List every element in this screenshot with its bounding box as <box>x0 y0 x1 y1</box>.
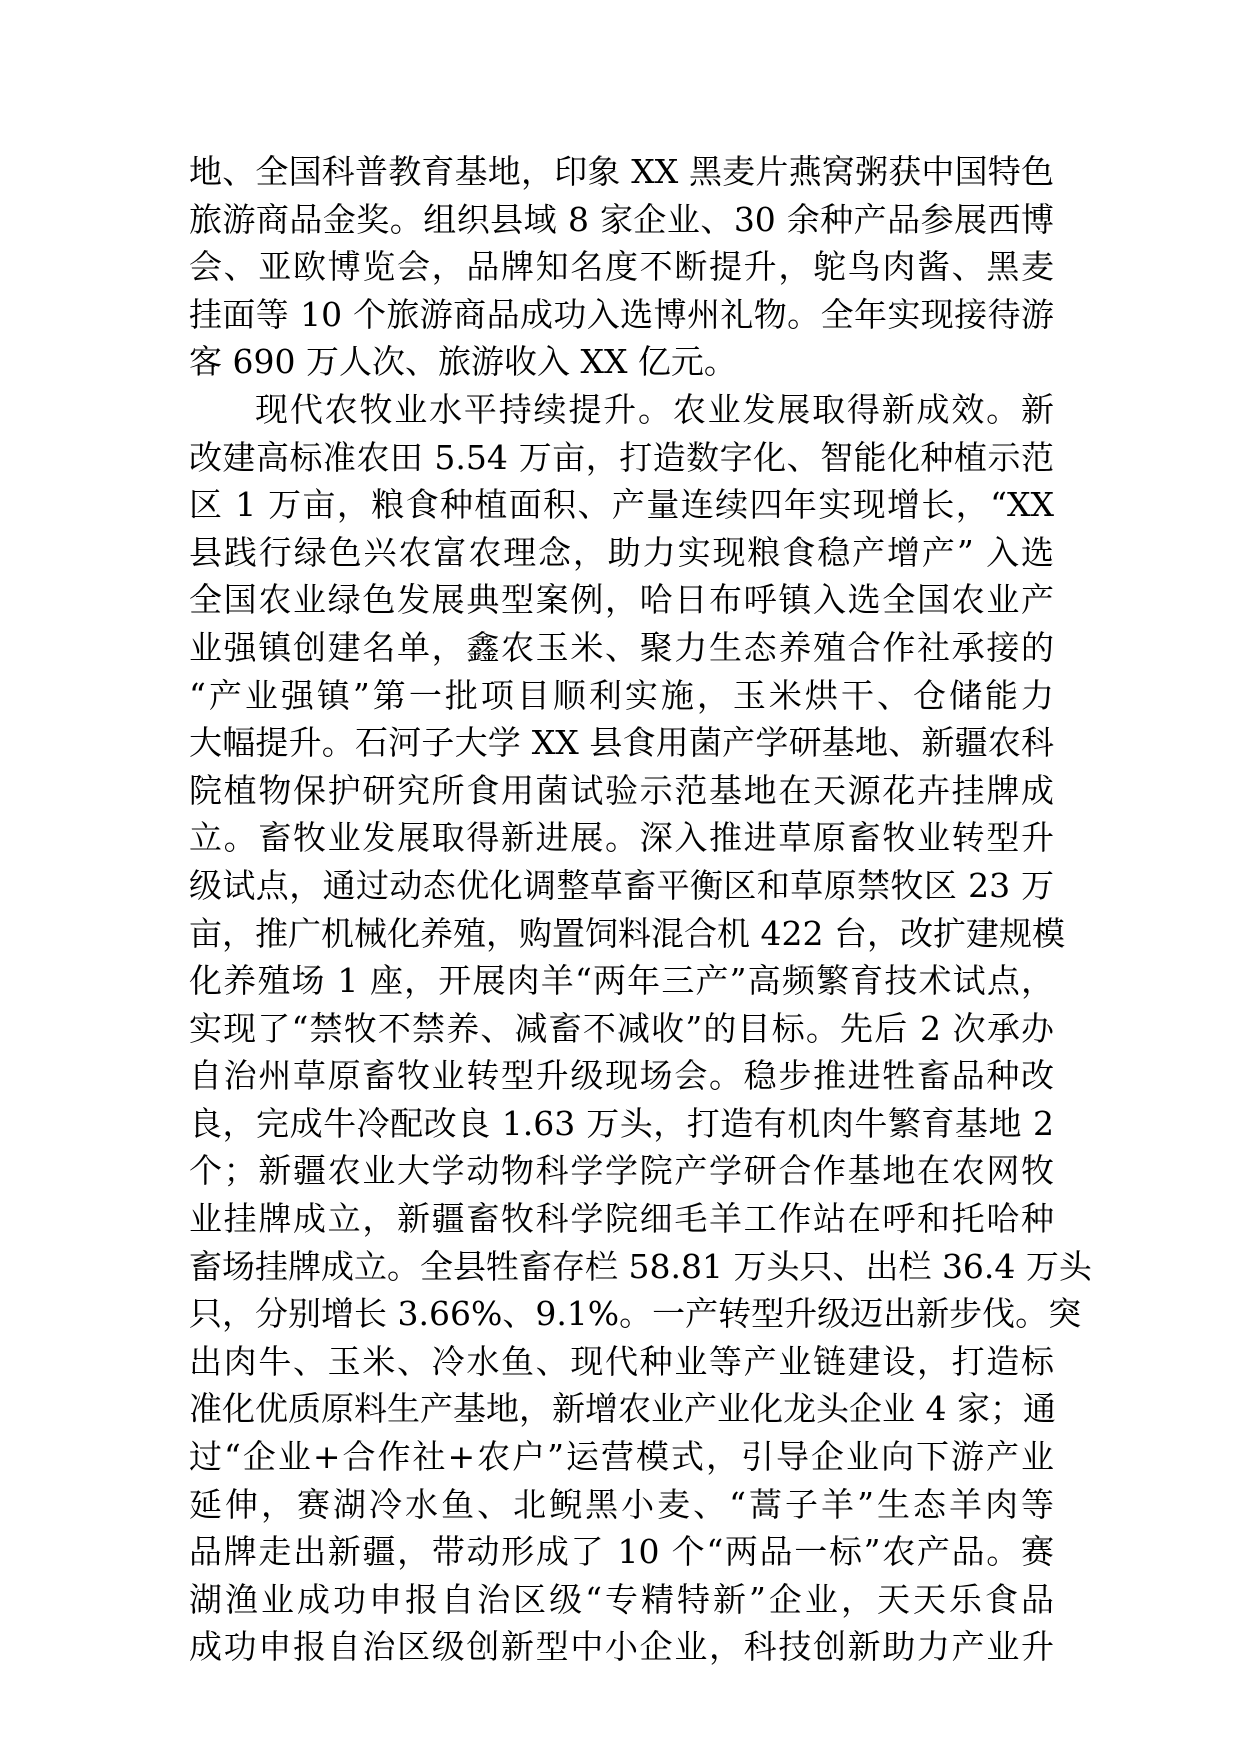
text-line: 挂面等 10 个旅游商品成功入选博州礼物。全年实现接待游 <box>189 294 1054 334</box>
paragraph-agriculture <box>189 386 1092 1671</box>
text-line: 过“企业+合作社+农户”运营模式，引导企业向下游产业 <box>189 1437 1054 1477</box>
text-line: 个；新疆农业大学动物科学学院产学研合作基地在农网牧 <box>189 1151 1054 1191</box>
text-line: 大幅提升。石河子大学 XX 县食用菌产学研基地、新疆农科 <box>189 723 1054 763</box>
text-line: 畜场挂牌成立。全县牲畜存栏 58.81 万头只、出栏 36.4 万头 <box>189 1246 1092 1286</box>
text-line: 区 1 万亩，粮食种植面积、产量连续四年实现增长，“XX <box>189 485 1054 525</box>
text-line: 立。畜牧业发展取得新进展。深入推进草原畜牧业转型升 <box>189 818 1054 858</box>
text-line: 延伸，赛湖冷水鱼、北鲵黑小麦、“蒿子羊”生态羊肉等 <box>189 1484 1054 1524</box>
text-line: 准化优质原料生产基地，新增农业产业化龙头企业 4 家；通 <box>189 1389 1056 1429</box>
text-line: 客 690 万人次、旅游收入 XX 亿元。 <box>189 342 737 382</box>
text-line: 地、全国科普教育基地，印象 XX 黑麦片燕窝粥获中国特色 <box>189 152 1054 191</box>
text-line: 全国农业绿色发展典型案例，哈日布呼镇入选全国农业产 <box>189 580 1054 620</box>
text-line: “产业强镇”第一批项目顺利实施，玉米烘干、仓储能力 <box>189 675 1054 715</box>
text-line: 会、亚欧博览会，品牌知名度不断提升，鸵鸟肉酱、黑麦 <box>189 247 1054 287</box>
text-line: 湖渔业成功申报自治区级“专精特新”企业，天天乐食品 <box>189 1579 1054 1619</box>
document-page <box>189 148 1092 1671</box>
text-line-indented: 现代农牧业水平持续提升。农业发展取得新成效。新 <box>255 389 1054 429</box>
text-line: 实现了“禁牧不禁养、减畜不减收”的目标。先后 2 次承办 <box>189 1008 1054 1048</box>
text-line: 亩，推广机械化养殖，购置饲料混合机 422 台，改扩建规模 <box>189 913 1065 953</box>
text-line: 良，完成牛冷配改良 1.63 万头，打造有机肉牛繁育基地 2 <box>189 1103 1054 1143</box>
text-line: 院植物保护研究所食用菌试验示范基地在天源花卉挂牌成 <box>189 770 1054 810</box>
text-line: 化养殖场 1 座，开展肉羊“两年三产”高频繁育技术试点， <box>189 961 1054 1001</box>
text-line: 县践行绿色兴农富农理念，助力实现粮食稳产增产” 入选 <box>189 532 1054 572</box>
text-line: 自治州草原畜牧业转型升级现场会。稳步推进牲畜品种改 <box>189 1056 1054 1096</box>
text-line: 出肉牛、玉米、冷水鱼、现代种业等产业链建设，打造标 <box>189 1341 1054 1381</box>
text-line: 只，分别增长 3.66%、9.1%。一产转型升级迈出新步伐。突 <box>189 1294 1082 1334</box>
text-line: 改建高标准农田 5.54 万亩，打造数字化、智能化种植示范 <box>189 437 1054 477</box>
text-line: 成功申报自治区级创新型中小企业，科技创新助力产业升 <box>189 1627 1054 1667</box>
paragraph-tourism <box>189 148 1054 386</box>
text-line: 级试点，通过动态优化调整草畜平衡区和草原禁牧区 23 万 <box>189 865 1054 905</box>
text-line: 业挂牌成立，新疆畜牧科学院细毛羊工作站在呼和托哈种 <box>189 1199 1054 1239</box>
text-line: 旅游商品金奖。组织县域 8 家企业、30 余种产品参展西博 <box>189 199 1054 239</box>
text-line: 业强镇创建名单，鑫农玉米、聚力生态养殖合作社承接的 <box>189 627 1054 667</box>
text-line: 品牌走出新疆，带动形成了 10 个“两品一标”农产品。赛 <box>189 1532 1054 1572</box>
